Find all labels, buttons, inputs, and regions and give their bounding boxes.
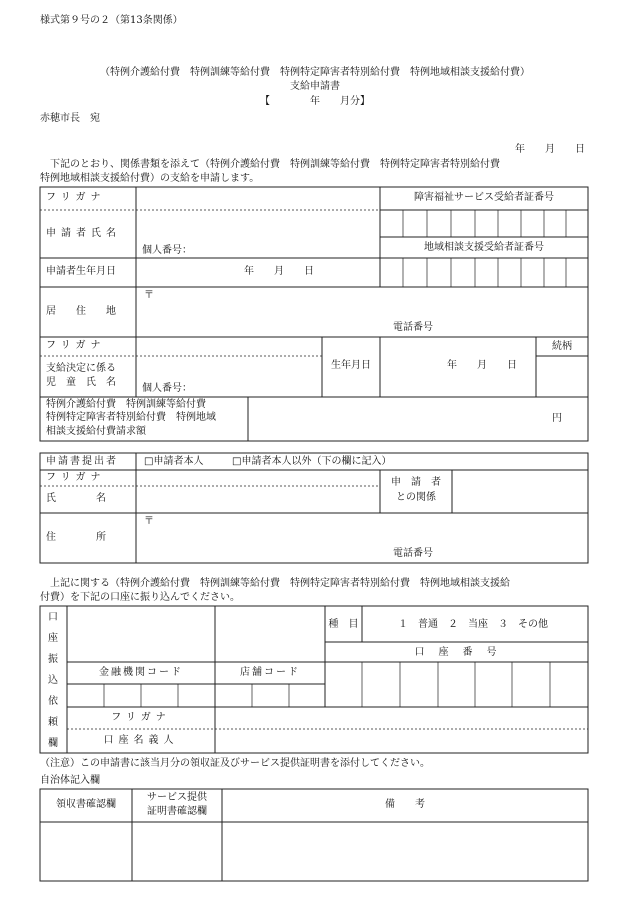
child-birth-label: 生年月日 [331,360,371,371]
bank-side-char: 頼 [48,717,58,728]
remarks-label: 備 考 [385,799,425,810]
submitter-address-label: 住 所 [46,532,106,543]
bank-side-char: 振 [48,654,58,665]
submitter-name-label: 氏 名 [46,493,106,504]
submitter-relation-label-1: 申 請 者 [391,477,441,488]
submitter-label: 申請書提出者 [46,456,118,467]
child-name-label-2: 児 童 氏 名 [46,377,116,388]
service-cert-check-label-1: サービス提供 [147,792,207,803]
account-type-options[interactable]: １ 普通 ２ 当座 ３ その他 [398,619,548,630]
addressee: 赤穂市長 宛 [40,113,100,124]
receipt-check-label: 領収書確認欄 [56,799,116,810]
bank-side-char: 依 [48,696,58,707]
submitter-phone-label: 電話番号 [393,548,433,559]
child-name-label-1: 支給決定に係る [46,363,116,374]
period-bracket: 【 年 月分】 [260,96,370,107]
applicant-phone-label: 電話番号 [393,322,433,333]
child-furigana-label: フリガナ [46,340,106,351]
applicant-name-label: 申請者氏名 [46,228,121,239]
attachment-note: （注意）この申請書に該当月分の領収証及びサービス提供証明書を添付してください。 [40,758,430,769]
submitter-option-self[interactable]: □申請者本人 [144,456,204,467]
bank-side-char: 口 [48,612,58,623]
submitter-option-other[interactable]: □申請者本人以外（下の欄に記入） [232,456,392,467]
intro-line-1: 下記のとおり、関係書類を添えて（特例介護給付費 特例訓練等給付費 特例特定障害者特別給付費 [50,159,500,170]
account-number-label: 口 座 番 号 [414,647,499,658]
bank-side-char: 欄 [48,738,58,749]
account-holder-label: 口座名義人 [103,735,179,746]
intro-line-2: 特例地域相談支援給付費）の支給を申請します。 [40,173,260,184]
bank-code-label: 金融機関コード [99,667,183,678]
benefits-line: （特例介護給付費 特例訓練等給付費 特例特定障害者特別給付費 特例地域相談支援給付費） [100,67,530,78]
child-birth-value: 年 月 日 [447,360,517,371]
bank-intro-line-1: 上記に関する（特例介護給付費 特例訓練等給付費 特例特定障害者特別給付費 特例地域相談支援給 [50,578,510,589]
branch-code-label: 店舗コード [240,667,300,678]
document-title: 支給申請書 [290,81,340,92]
applicant-postal-mark: 〒 [144,290,154,301]
holder-furigana-label: フリガナ [111,712,171,723]
relationship-label: 続柄 [552,341,572,352]
bank-side-char: 座 [48,633,58,644]
claim-unit: 円 [552,413,562,424]
bank-intro-line-2: 付費）を下記の口座に振り込んでください。 [40,592,240,603]
claim-label-3: 相談支援給付費請求額 [46,426,146,437]
application-date: 年 月 日 [515,144,585,155]
applicant-address-label: 居 住 地 [46,306,116,317]
municipal-section-title: 自治体記入欄 [40,775,100,786]
regional-cert-label: 地域相談支援受給者証番号 [424,242,544,253]
form-number: 様式第９号の２（第13条関係） [40,15,183,26]
child-personal-number: 個人番号： [142,383,192,394]
applicant-personal-number: 個人番号： [142,245,192,256]
account-type-label: 種 目 [328,619,359,630]
submitter-postal-mark: 〒 [144,516,154,527]
submitter-relation-label-2: との関係 [396,492,436,503]
submitter-furigana-label: フリガナ [46,472,106,483]
applicant-birth-label: 申請者生年月日 [46,266,116,277]
claim-label-2: 特例特定障害者特別給付費 特例地域 [46,412,216,423]
applicant-furigana-label: フリガナ [46,192,106,203]
applicant-birth-value: 年 月 日 [244,266,314,277]
service-cert-label: 障害福祉サービス受給者証番号 [414,192,554,203]
bank-side-char: 込 [48,675,58,686]
service-cert-check-label-2: 証明書確認欄 [147,806,207,817]
claim-label-1: 特例介護給付費 特例訓練等給付費 [46,399,206,410]
